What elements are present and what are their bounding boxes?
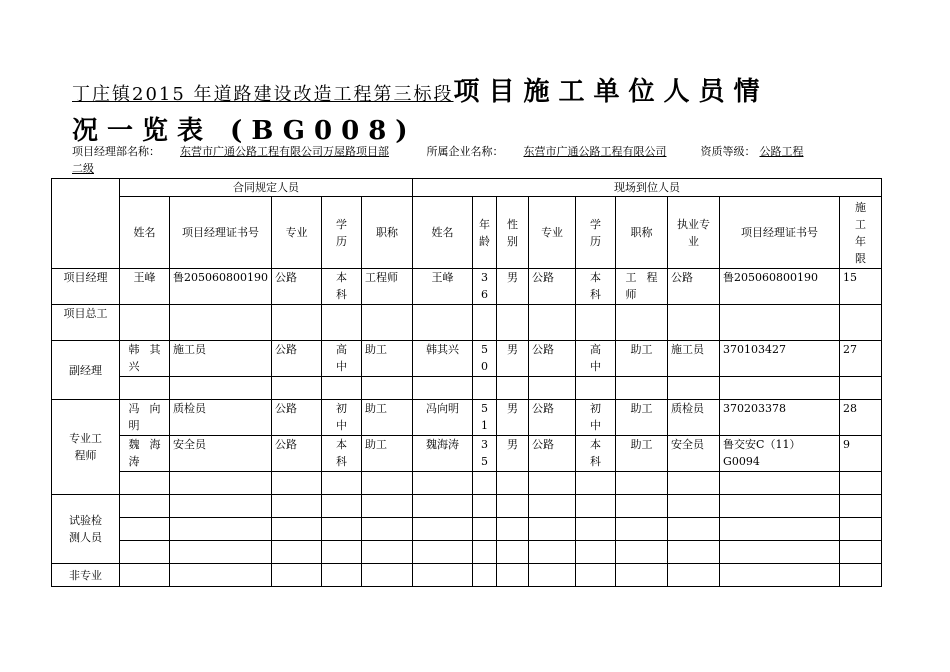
- header-c-title: 职称: [362, 197, 413, 269]
- deputy1-c-title: 助工: [362, 341, 413, 377]
- header-s-sex-text: 性别: [507, 217, 519, 248]
- header-s-practice: [668, 197, 720, 269]
- role-engineer-text: 专业工程师: [69, 432, 102, 462]
- eng1-s-edu-text: 初中: [590, 402, 602, 432]
- role-nonpro: 非专业: [52, 564, 120, 587]
- header-contract-group: 合同规定人员: [120, 179, 413, 197]
- header-s-age: [473, 197, 497, 269]
- eng1-c-name-text: 冯向明: [128, 402, 161, 432]
- eng2-c-edu-text: 本科: [336, 438, 347, 468]
- deputy1-s-age-text: 50: [481, 343, 489, 373]
- header-s-age-text: 年龄: [479, 217, 491, 248]
- eng1-s-title: 助工: [616, 400, 668, 436]
- eng2-s-age: [473, 436, 497, 472]
- eng2-c-major: 公路: [272, 436, 322, 472]
- deputy1-s-cert: 370103427: [720, 341, 840, 377]
- pm-c-edu: [322, 269, 362, 305]
- table-row: [52, 341, 882, 377]
- header-c-edu-text: 学历: [336, 217, 347, 248]
- deputy1-c-edu: [322, 341, 362, 377]
- role-test: [52, 495, 120, 564]
- deputy1-s-years: 27: [840, 341, 882, 377]
- table-row: [52, 472, 882, 495]
- eng1-c-edu-text: 初中: [336, 402, 347, 432]
- grade-value-2: 二级: [72, 162, 94, 175]
- eng2-s-major: 公路: [529, 436, 576, 472]
- table-row: [52, 436, 882, 472]
- pm-c-title: 工程师: [362, 269, 413, 305]
- title-project-name: 丁庄镇2015 年道路建设改造工程第三标段: [72, 84, 454, 105]
- header-c-major: 专业: [272, 197, 322, 269]
- deputy1-s-edu: [576, 341, 616, 377]
- pm-s-title-text: 工程师: [625, 271, 658, 301]
- pm-s-title: [616, 269, 668, 305]
- eng2-c-name-text: 魏海涛: [128, 438, 161, 468]
- pm-s-sex: 男: [497, 269, 529, 305]
- header-s-major: 专业: [529, 197, 576, 269]
- header-c-edu: [322, 197, 362, 269]
- deputy1-s-major: 公路: [529, 341, 576, 377]
- eng2-c-name: [120, 436, 170, 472]
- eng2-s-edu: [576, 436, 616, 472]
- role-pm: 项目经理: [52, 269, 120, 305]
- table-row: [52, 495, 882, 518]
- deputy1-s-practice: 施工员: [668, 341, 720, 377]
- role-chief: 项目总工: [52, 305, 120, 341]
- eng2-s-practice: 安全员: [668, 436, 720, 472]
- table-row: [52, 518, 882, 541]
- pm-s-age: [473, 269, 497, 305]
- header-group-row: [52, 179, 882, 197]
- eng1-c-cert: 质检员: [170, 400, 272, 436]
- role-test-text: 试验检测人员: [69, 514, 102, 544]
- eng1-s-years: 28: [840, 400, 882, 436]
- eng2-s-years: 9: [840, 436, 882, 472]
- eng1-c-edu: [322, 400, 362, 436]
- eng1-s-name: 冯向明: [413, 400, 473, 436]
- title-main-line1: 项目施工单位人员情: [453, 77, 769, 107]
- deputy1-c-major: 公路: [272, 341, 322, 377]
- deputy1-s-name: 韩其兴: [413, 341, 473, 377]
- eng1-s-age-text: 51: [481, 402, 489, 432]
- pm-c-major: 公路: [272, 269, 322, 305]
- pm-s-cert: 鲁205060800190: [720, 269, 840, 305]
- header-s-edu-text: 学历: [590, 217, 602, 248]
- pm-s-major: 公路: [529, 269, 576, 305]
- eng2-s-name: 魏海涛: [413, 436, 473, 472]
- header-s-name: 姓名: [413, 197, 473, 269]
- deputy1-c-name-text: 韩其兴: [128, 343, 161, 373]
- header-column-row: [52, 197, 882, 269]
- header-s-years: [840, 197, 882, 269]
- pm-s-practice: 公路: [668, 269, 720, 305]
- eng2-c-edu: [322, 436, 362, 472]
- table-row: [52, 400, 882, 436]
- eng1-c-title: 助工: [362, 400, 413, 436]
- deputy1-s-sex: 男: [497, 341, 529, 377]
- deputy1-c-edu-text: 高中: [336, 343, 347, 373]
- table-row: [52, 269, 882, 305]
- deputy1-s-edu-text: 高中: [590, 343, 602, 373]
- pm-s-age-text: 36: [481, 271, 489, 301]
- table-row: [52, 564, 882, 587]
- eng1-c-major: 公路: [272, 400, 322, 436]
- pm-s-edu-text: 本科: [590, 271, 602, 301]
- header-c-name: 姓名: [120, 197, 170, 269]
- personnel-table: [51, 178, 882, 587]
- header-s-years-text: 施工年限: [855, 200, 867, 265]
- eng1-s-cert: 370203378: [720, 400, 840, 436]
- header-s-sex: [497, 197, 529, 269]
- eng1-c-name: [120, 400, 170, 436]
- header-corner: [52, 179, 120, 269]
- eng1-s-major: 公路: [529, 400, 576, 436]
- pm-s-years: 15: [840, 269, 882, 305]
- company-label: 所属企业名称：: [426, 145, 504, 158]
- role-engineer: [52, 400, 120, 495]
- deputy1-s-age: [473, 341, 497, 377]
- company-value: 东营市广通公路工程有限公司: [523, 145, 667, 158]
- role-deputy: 副经理: [52, 341, 120, 400]
- eng1-s-edu: [576, 400, 616, 436]
- deputy1-c-name: [120, 341, 170, 377]
- eng2-c-cert: 安全员: [170, 436, 272, 472]
- eng2-s-age-text: 35: [481, 438, 489, 468]
- eng2-s-sex: 男: [497, 436, 529, 472]
- document-meta: [72, 143, 882, 177]
- pm-c-cert: 鲁205060800190: [170, 269, 272, 305]
- eng2-c-title: 助工: [362, 436, 413, 472]
- pm-s-edu: [576, 269, 616, 305]
- eng1-s-practice: 质检员: [668, 400, 720, 436]
- eng2-s-edu-text: 本科: [590, 438, 602, 468]
- title-main-line2: 况一览表 (BG008): [72, 116, 417, 146]
- table-row: [52, 305, 882, 341]
- eng2-s-cert: 鲁交安C（11）G0094: [720, 436, 840, 472]
- header-site-group: 现场到位人员: [413, 179, 882, 197]
- document-title: [72, 74, 887, 149]
- header-s-practice-text: 执业专业: [677, 217, 711, 248]
- eng1-s-age: [473, 400, 497, 436]
- deputy1-c-cert: 施工员: [170, 341, 272, 377]
- pm-c-edu-text: 本科: [336, 271, 347, 301]
- eng2-s-title: 助工: [616, 436, 668, 472]
- header-s-edu: [576, 197, 616, 269]
- header-s-cert: 项目经理证书号: [720, 197, 840, 269]
- dept-label: 项目经理部名称：: [72, 145, 160, 158]
- pm-s-name: 王峰: [413, 269, 473, 305]
- deputy1-s-title: 助工: [616, 341, 668, 377]
- eng1-s-sex: 男: [497, 400, 529, 436]
- grade-label: 资质等级：: [700, 145, 756, 158]
- table-row: [52, 541, 882, 564]
- grade-value: 公路工程: [759, 145, 804, 158]
- header-s-title: 职称: [616, 197, 668, 269]
- header-c-cert: 项目经理证书号: [170, 197, 272, 269]
- dept-value: 东营市广通公路工程有限公司万屋路项目部: [180, 145, 389, 158]
- table-row: [52, 377, 882, 400]
- pm-c-name: 王峰: [120, 269, 170, 305]
